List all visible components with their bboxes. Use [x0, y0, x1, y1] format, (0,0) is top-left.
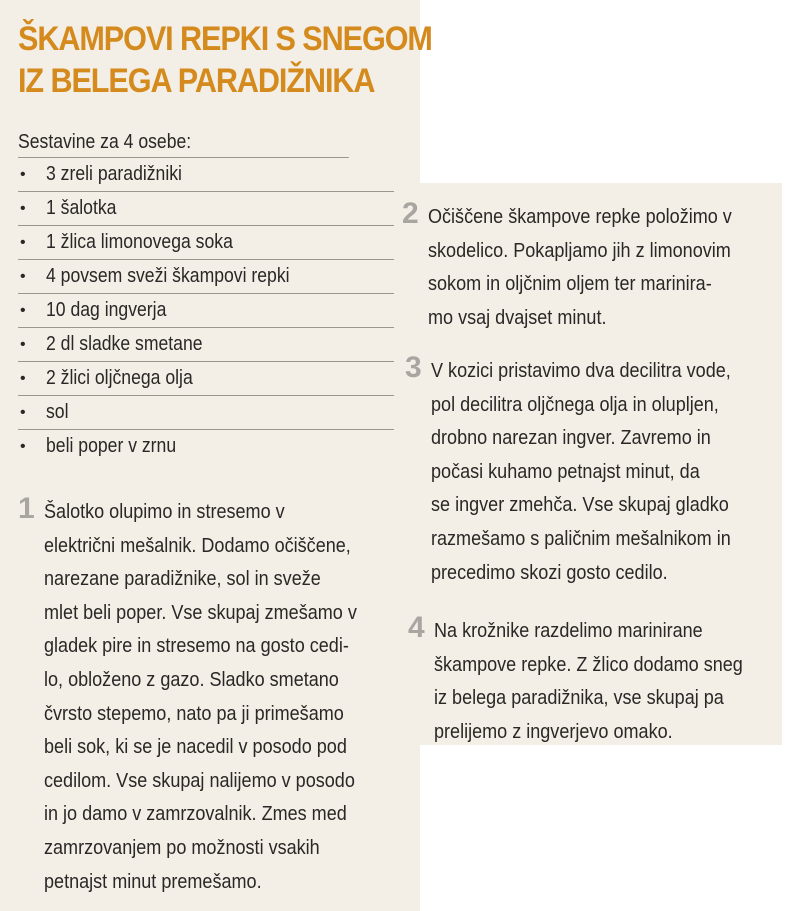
step-line: počasi kuhamo petnajst minut, da	[431, 459, 700, 483]
ingredient-item: • 2 dl sladke smetane	[18, 328, 394, 362]
step-line: iz belega paradižnika, vse skupaj pa	[434, 686, 724, 710]
step-line: cedilom. Vse skupaj nalijemo v posodo	[44, 768, 355, 792]
step-line: petnajst minut premešamo.	[44, 869, 262, 893]
bullet-icon: •	[20, 336, 26, 353]
step-text	[428, 200, 773, 334]
step-line: se ingver zmehča. Vse skupaj gladko	[431, 493, 729, 517]
step-line: Očiščene škampove repke položimo v	[428, 205, 732, 228]
recipe-title-line-2: IZ BELEGA PARADIŽNIKA	[18, 62, 375, 100]
step-line: električni mešalnik. Dodamo očiščene,	[44, 533, 351, 557]
ingredient-item: • beli poper v zrnu	[18, 430, 394, 463]
ingredients-list	[18, 158, 394, 463]
bullet-icon: •	[20, 166, 26, 183]
ingredient-item: • 1 žlica limonovega soka	[18, 226, 394, 260]
step-line: razmešamo s paličnim mešalnikom in	[431, 526, 731, 550]
ingredients-heading: Sestavine za 4 osebe:	[18, 127, 349, 158]
step-line: narezane paradižnike, sol in sveže	[44, 567, 321, 591]
step-line: čvrsto stepemo, nato pa ji primešamo	[44, 701, 344, 725]
step-line: sokom in oljčnim oljem ter marinira-	[428, 272, 712, 296]
ingredients-box	[18, 127, 394, 463]
bullet-icon: •	[20, 268, 26, 285]
step-line: gladek pire in stresemo na gosto cedi-	[44, 634, 349, 658]
step-line: in jo damo v zamrzovalnik. Zmes med	[44, 802, 347, 826]
step-line: prelijemo z ingverjevo omako.	[434, 719, 673, 743]
step-line: skodelico. Pokapljamo jih z limonovim	[428, 238, 731, 262]
bullet-icon: •	[20, 200, 26, 217]
step-line: precedimo skozi gosto cedilo.	[431, 560, 668, 584]
step-line: pol decilitra oljčnega olja in olupljen,	[431, 392, 719, 416]
step-line: lo, obloženo z gazo. Sladko smetano	[44, 667, 339, 691]
recipe-title	[18, 18, 432, 102]
step-number: 1	[18, 492, 35, 525]
ingredient-item: • 10 dag ingverja	[18, 294, 394, 328]
bullet-icon: •	[20, 438, 26, 455]
ingredient-item: • 1 šalotka	[18, 192, 394, 226]
step-number: 4	[408, 611, 425, 644]
step-text	[434, 614, 785, 748]
step-line: Šalotko olupimo in stresemo v	[44, 500, 285, 523]
ingredient-item: • 2 žlici oljčnega olja	[18, 362, 394, 396]
step-line: V kozici pristavimo dva decilitra vode,	[431, 359, 731, 382]
step-line: beli sok, ki se je nacedil v posodo pod	[44, 735, 347, 759]
step-line: mo vsaj dvajset minut.	[428, 305, 607, 329]
step-number: 3	[405, 351, 422, 384]
recipe-title-line-1: ŠKAMPOVI REPKI S SNEGOM	[18, 20, 432, 58]
bullet-icon: •	[20, 302, 26, 319]
step-line: zamrzovanjem po možnosti vsakih	[44, 835, 320, 859]
step-line: mlet beli poper. Vse skupaj zmešamo v	[44, 600, 357, 624]
bullet-icon: •	[20, 404, 26, 421]
ingredient-item: • 4 povsem sveži škampovi repki	[18, 260, 394, 294]
bullet-icon: •	[20, 370, 26, 387]
step-line: drobno narezan ingver. Zavremo in	[431, 426, 711, 450]
step-line: škampove repke. Z žlico dodamo sneg	[434, 652, 743, 676]
ingredient-item: • 3 zreli paradižniki	[18, 158, 394, 192]
ingredient-item: • sol	[18, 396, 394, 430]
step-line: Na krožnike razdelimo marinirane	[434, 619, 703, 642]
step-text	[431, 354, 772, 589]
step-text	[44, 495, 400, 898]
bullet-icon: •	[20, 234, 26, 251]
step-number: 2	[402, 197, 419, 230]
